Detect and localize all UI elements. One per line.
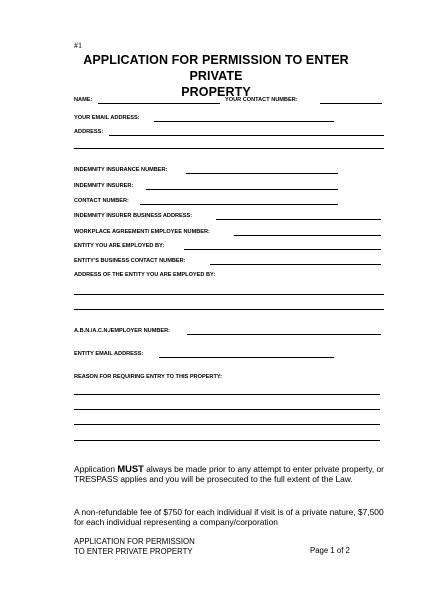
address-field-line-2[interactable] xyxy=(74,148,384,149)
address-field[interactable] xyxy=(109,135,384,136)
entity-address-row xyxy=(74,271,384,281)
footer-title xyxy=(74,537,195,556)
indemnity-insurance-number-row xyxy=(74,166,384,176)
entity-employed-by-row xyxy=(74,242,384,252)
form-title xyxy=(56,52,376,100)
address-row xyxy=(74,128,384,138)
entity-address-label: ADDRESS OF THE ENTITY YOU ARE EMPLOYED BY: xyxy=(74,272,216,278)
name-label: NAME: xyxy=(74,97,93,103)
name-field[interactable] xyxy=(98,103,220,104)
form-title-line-1: APPLICATION FOR PERMISSION TO ENTER PRIVATE xyxy=(83,53,349,83)
entity-employed-by-label: ENTITY YOU ARE EMPLOYED BY: xyxy=(74,243,165,249)
address-label: ADDRESS: xyxy=(74,129,104,135)
insurer-business-address-field[interactable] xyxy=(216,219,381,220)
fee-paragraph: A non-refundable fee of $750 for each individual if visit is of a private nature, $7,500 for each individual representing a company/corporation xyxy=(74,507,384,528)
entity-employed-by-field[interactable] xyxy=(184,249,381,250)
insurer-business-address-row xyxy=(74,212,384,222)
email-row xyxy=(74,114,384,124)
notice-emphasis: MUST xyxy=(117,463,144,474)
abn-acn-field[interactable] xyxy=(187,334,381,335)
reason-label: REASON FOR REQUIRING ENTRY TO THIS PROPERTY: xyxy=(74,374,223,380)
entry-notice-paragraph xyxy=(74,464,394,485)
footer-title-line-2: TO ENTER PRIVATE PROPERTY xyxy=(74,546,193,556)
reason-row xyxy=(74,373,384,383)
workplace-agreement-label: WORKPLACE AGREEMENT/ EMPLOYEE NUMBER: xyxy=(74,229,210,235)
contact-number-2-field[interactable] xyxy=(140,204,338,205)
contact-number-field[interactable] xyxy=(320,103,382,104)
entity-email-field[interactable] xyxy=(159,357,334,358)
reason-field-line-4[interactable] xyxy=(74,440,380,441)
notice-text-part-1: Application xyxy=(74,464,118,474)
indemnity-insurer-row xyxy=(74,182,384,192)
indemnity-insurer-label: INDEMNITY INSURER: xyxy=(74,183,134,189)
workplace-agreement-row xyxy=(74,228,384,238)
name-row xyxy=(74,96,384,106)
entity-business-contact-label: ENTITY'S BUSINESS CONTACT NUMBER: xyxy=(74,258,186,264)
reason-field-line-3[interactable] xyxy=(74,424,380,425)
email-field[interactable] xyxy=(154,121,334,122)
document-number: #1 xyxy=(74,41,82,50)
contact-number-label: YOUR CONTACT NUMBER: xyxy=(225,97,298,103)
footer-title-line-1: APPLICATION FOR PERMISSION xyxy=(74,537,195,546)
contact-number-2-label: CONTACT NUMBER: xyxy=(74,198,129,204)
abn-acn-row xyxy=(74,327,384,337)
email-label: YOUR EMAIL ADDRESS: xyxy=(74,115,140,121)
abn-acn-label: A.B.N./A.C.N./EMPLOYER NUMBER: xyxy=(74,328,171,334)
notice-text-part-2: always be made prior to any attempt to enter private property, or TRESPASS applies and you will be prosecuted to the full extent of the Law. xyxy=(74,464,384,485)
entity-email-row xyxy=(74,350,384,360)
page-number: Page 1 of 2 xyxy=(310,546,350,555)
reason-field-line-2[interactable] xyxy=(74,409,380,410)
entity-address-field-line-1[interactable] xyxy=(74,294,384,295)
contact-number-2-row xyxy=(74,197,384,207)
workplace-agreement-field[interactable] xyxy=(234,235,381,236)
entity-email-label: ENTITY EMAIL ADDRESS: xyxy=(74,351,144,357)
entity-address-field-line-2[interactable] xyxy=(74,309,384,310)
reason-field-line-1[interactable] xyxy=(74,394,380,395)
indemnity-insurance-number-field[interactable] xyxy=(186,173,338,174)
indemnity-insurance-number-label: INDEMNITY INSURANCE NUMBER: xyxy=(74,167,168,173)
insurer-business-address-label: INDEMNITY INSURER BUSINESS ADDRESS: xyxy=(74,213,193,219)
entity-business-contact-row xyxy=(74,257,384,267)
form-title-line-2: PROPERTY xyxy=(181,85,251,99)
indemnity-insurer-field[interactable] xyxy=(146,189,338,190)
entity-business-contact-field[interactable] xyxy=(210,264,381,265)
